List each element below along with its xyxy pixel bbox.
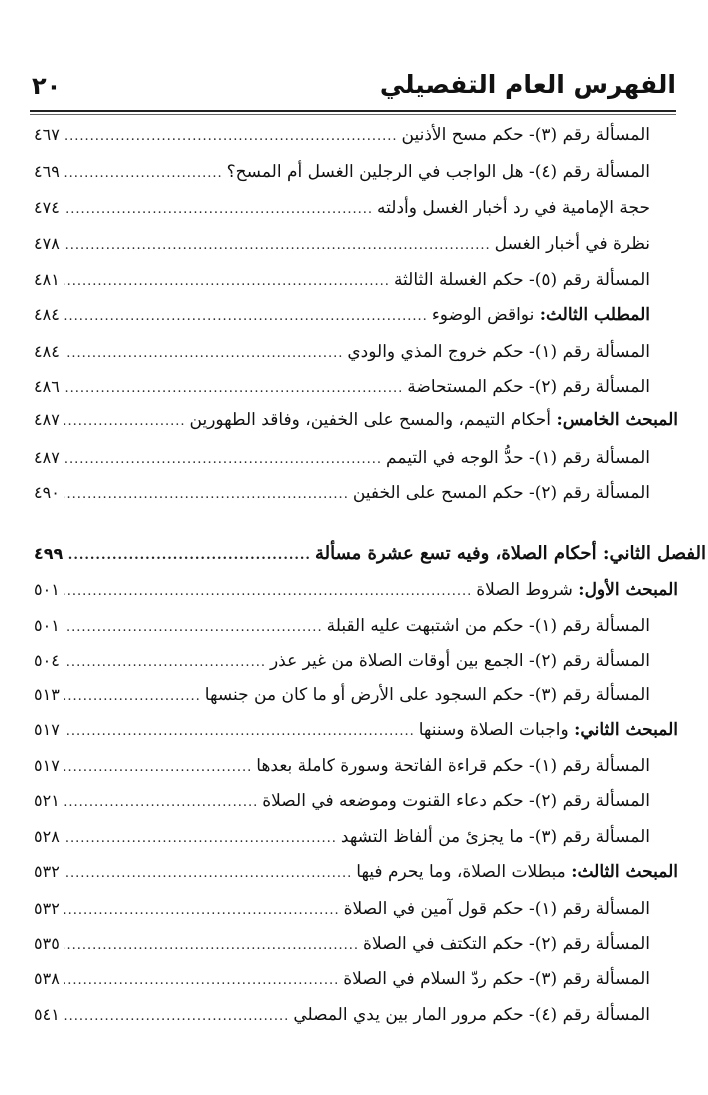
page-number: ٢٠ <box>32 72 62 100</box>
toc-entry: المسألة رقم (٢)- حكم المسح على الخفين ..... ٤٩٠ <box>34 478 678 508</box>
toc-entry: المسألة رقم (٢)- حكم التكتف في الصلاة ..... ٥٣٥ <box>34 929 678 959</box>
toc-page-number: ٤٨٦ <box>34 377 60 396</box>
toc-entry: المسألة رقم (٢)- حكم دعاء القنوت وموضعه في الصلاة ..... ٥٢١ <box>34 786 678 816</box>
toc-section-entry: المطلب الثالث: نواقض الوضوء ..... ٤٨٤ <box>34 300 678 330</box>
toc-page-number: ٤٧٨ <box>34 234 60 253</box>
header-divider <box>30 110 676 112</box>
toc-entry: المسألة رقم (١)- حكم خروج المذي والودي ..... ٤٨٤ <box>34 337 678 367</box>
toc-page-number: ٥١٣ <box>34 685 60 704</box>
toc-page-number: ٤٨٤ <box>34 342 60 361</box>
toc-entry: المسألة رقم (٣)- حكم السجود على الأرض أو ما كان من جنسها ..... ٥١٣ <box>34 680 678 710</box>
toc-entry: المسألة رقم (٤)- حكم مرور المار بين يدي المصلي ..... ٥٤١ <box>34 1000 678 1030</box>
toc-page-number: ٥٠٤ <box>34 651 60 670</box>
toc-section-entry: المبحث الثاني: واجبات الصلاة وسننها ..... ٥١٧ <box>34 715 678 745</box>
toc-page-number: ٥١٧ <box>34 720 60 739</box>
toc-page-number: ٤٦٧ <box>34 125 60 144</box>
toc-chapter-entry: الفصل الثاني: أحكام الصلاة، وفيه تسع عشرة مسألة ..... ٤٩٩ <box>34 539 706 569</box>
toc-entry: المسألة رقم (٢)- الجمع بين أوقات الصلاة من غير عذر ..... ٥٠٤ <box>34 646 678 676</box>
page-title: الفهرس العام التفصيلي <box>379 70 676 99</box>
toc-page-number: ٥٣٢ <box>34 862 60 881</box>
toc-page-number: ٥٤١ <box>34 1005 60 1024</box>
toc-page-number: ٤٨٤ <box>34 305 60 324</box>
toc-entry: المسألة رقم (٤)- هل الواجب في الرجلين الغسل أم المسح؟ ..... ٤٦٩ <box>34 157 678 187</box>
toc-page-number: ٤٨٧ <box>34 410 60 429</box>
toc-page-number: ٥٣٢ <box>34 899 60 918</box>
page-header <box>30 70 676 104</box>
header-divider-thin <box>30 114 676 115</box>
toc-page-number: ٥٢٨ <box>34 827 60 846</box>
toc-page-number: ٥٣٨ <box>34 969 60 988</box>
toc-entry: حجة الإمامية في رد أخبار الغسل وأدلته ..... ٤٧٤ <box>34 193 678 223</box>
toc-section-entry: المبحث الخامس: أحكام التيمم، والمسح على الخفين، وفاقد الطهورين ..... ٤٨٧ <box>34 405 678 435</box>
toc-page-number: ٥٢١ <box>34 791 60 810</box>
toc-page-number: ٤٩٩ <box>34 544 64 563</box>
toc-page-number: ٥١٧ <box>34 756 60 775</box>
toc-entry: المسألة رقم (١)- حكم قول آمين في الصلاة ..... ٥٣٢ <box>34 894 678 924</box>
toc-entry: المسألة رقم (١)- حدُّ الوجه في التيمم ..... ٤٨٧ <box>34 443 678 473</box>
toc-entry: المسألة رقم (٣)- حكم مسح الأذنين ..... ٤٦٧ <box>34 120 678 150</box>
toc-page-number: ٤٨٧ <box>34 448 60 467</box>
toc-entry: المسألة رقم (١)- حكم قراءة الفاتحة وسورة كاملة بعدها ..... ٥١٧ <box>34 751 678 781</box>
toc-entry: المسألة رقم (٢)- حكم المستحاضة ..... ٤٨٦ <box>34 372 678 402</box>
toc-entry: نظرة في أخبار الغسل ..... ٤٧٨ <box>34 229 678 259</box>
toc-entry: المسألة رقم (٣)- ما يجزئ من ألفاظ التشهد ..... ٥٢٨ <box>34 822 678 852</box>
toc-page-number: ٤٦٩ <box>34 162 60 181</box>
toc-page-number: ٥٠١ <box>34 580 60 599</box>
toc-entry: المسألة رقم (٥)- حكم الغسلة الثالثة ..... ٤٨١ <box>34 265 678 295</box>
toc-page-number: ٤٩٠ <box>34 483 60 502</box>
toc-entry: المسألة رقم (٣)- حكم ردّ السلام في الصلاة ..... ٥٣٨ <box>34 964 678 994</box>
toc-section-entry: المبحث الأول: شروط الصلاة ..... ٥٠١ <box>34 575 678 605</box>
toc-entry: المسألة رقم (١)- حكم من اشتبهت عليه القبلة ..... ٥٠١ <box>34 611 678 641</box>
toc-section-entry: المبحث الثالث: مبطلات الصلاة، وما يحرم فيها ..... ٥٣٢ <box>34 857 678 887</box>
toc-page-number: ٥٠١ <box>34 616 60 635</box>
toc-page-number: ٥٣٥ <box>34 934 60 953</box>
toc-page-number: ٤٧٤ <box>34 198 60 217</box>
toc-page-number: ٤٨١ <box>34 270 60 289</box>
